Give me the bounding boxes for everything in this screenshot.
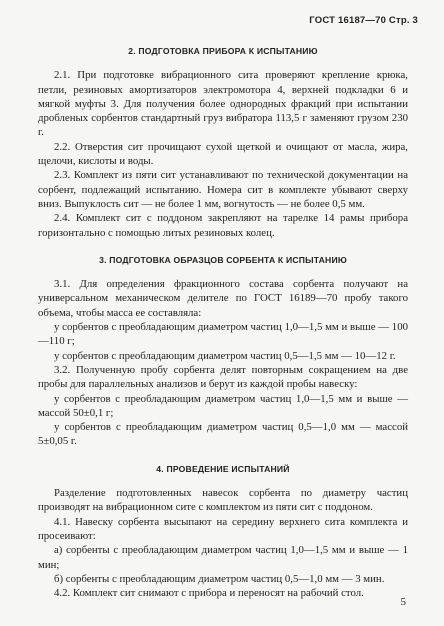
paragraph: у сорбентов с преобладающим диаметром частиц 0,5—1,5 мм — 10—12 г. [54, 349, 396, 362]
section-title: 2. ПОДГОТОВКА ПРИБОРА К ИСПЫТАНИЮ [128, 46, 318, 56]
document-body [38, 44, 408, 600]
section-3 [38, 253, 408, 449]
section-title: 4. ПРОВЕДЕНИЕ ИСПЫТАНИЙ [156, 463, 290, 474]
paragraph: у сорбентов с преобладающим диаметром частиц 0,5—1,0 мм — массой 5±0,05 г. [38, 421, 408, 448]
paragraph: 2.2. Отверстия сит прочищают сухой щеткой и очищают от масла, жира, щелочи, кислоты и воды. [38, 140, 408, 168]
paragraph: 2.3. Комплект из пяти сит устанавливают по технической документации на сорбент, подлежащий испытанию. Номера сит в комплекте убывают сверху вниз. Выпуклость сит — не более 1 мм, вогнутость — не более 0,5 мм. [38, 169, 408, 210]
paragraph: б) сорбенты с преобладающим диаметром частиц 0,5—1,0 мм — 3 мин. [54, 572, 385, 585]
page-header: ГОСТ 16187—70 Стр. 3 [309, 15, 418, 26]
page-number: 5 [400, 596, 406, 608]
section-4 [38, 462, 408, 601]
paragraph: у сорбентов с преобладающим диаметром частиц 1,0—1,5 мм и выше — массой 50±0,1 г; [38, 392, 408, 419]
paragraph: 3.1. Для определения фракционного состава сорбента получают на универсальном механическом делителе по ГОСТ 16189—70 пробу такого объема, чтобы масса ее составляла: [38, 278, 408, 319]
paragraph: 2.1. При подготовке вибрационного сита проверяют крепление крюка, петли, резиновых амортизаторов электромотора 4, верхней подкладки 6 и мягкой муфты 3. Для получения более однородных фракций при испытании дробленых сорбентов стандартный груз вибратора 113,5 г заменяют грузом 230 г. [38, 69, 408, 139]
paragraph: 4.1. Навеску сорбента высыпают на середину верхнего сита комплекта и просеивают: [38, 515, 408, 542]
section-title: 3. ПОДГОТОВКА ОБРАЗЦОВ СОРБЕНТА К ИСПЫТАНИЮ [99, 254, 347, 265]
paragraph: 2.4. Комплект сит с поддоном закрепляют на тарелке 14 рамы прибора горизонтально с помощью литых резиновых колец. [38, 212, 408, 239]
paragraph: 3.2. Полученную пробу сорбента делят повторным сокращением на две пробы для параллельных анализов и берут из каждой пробы навеску: [38, 363, 408, 391]
paragraph: у сорбентов с преобладающим диаметром частиц 1,0—1,5 мм и выше — 100—110 г; [38, 321, 408, 348]
paragraph: 4.2. Комплект сит снимают с прибора и переносят на рабочий стол. [54, 587, 364, 600]
paragraph: Разделение подготовленных навесок сорбента по диаметру частиц производят на вибрационном сите с комплектом из пяти сит с поддоном. [38, 487, 408, 514]
section-2 [38, 44, 408, 240]
paragraph: а) сорбенты с преобладающим диаметром частиц 1,0—1,5 мм и выше — 1 мин; [38, 544, 408, 571]
